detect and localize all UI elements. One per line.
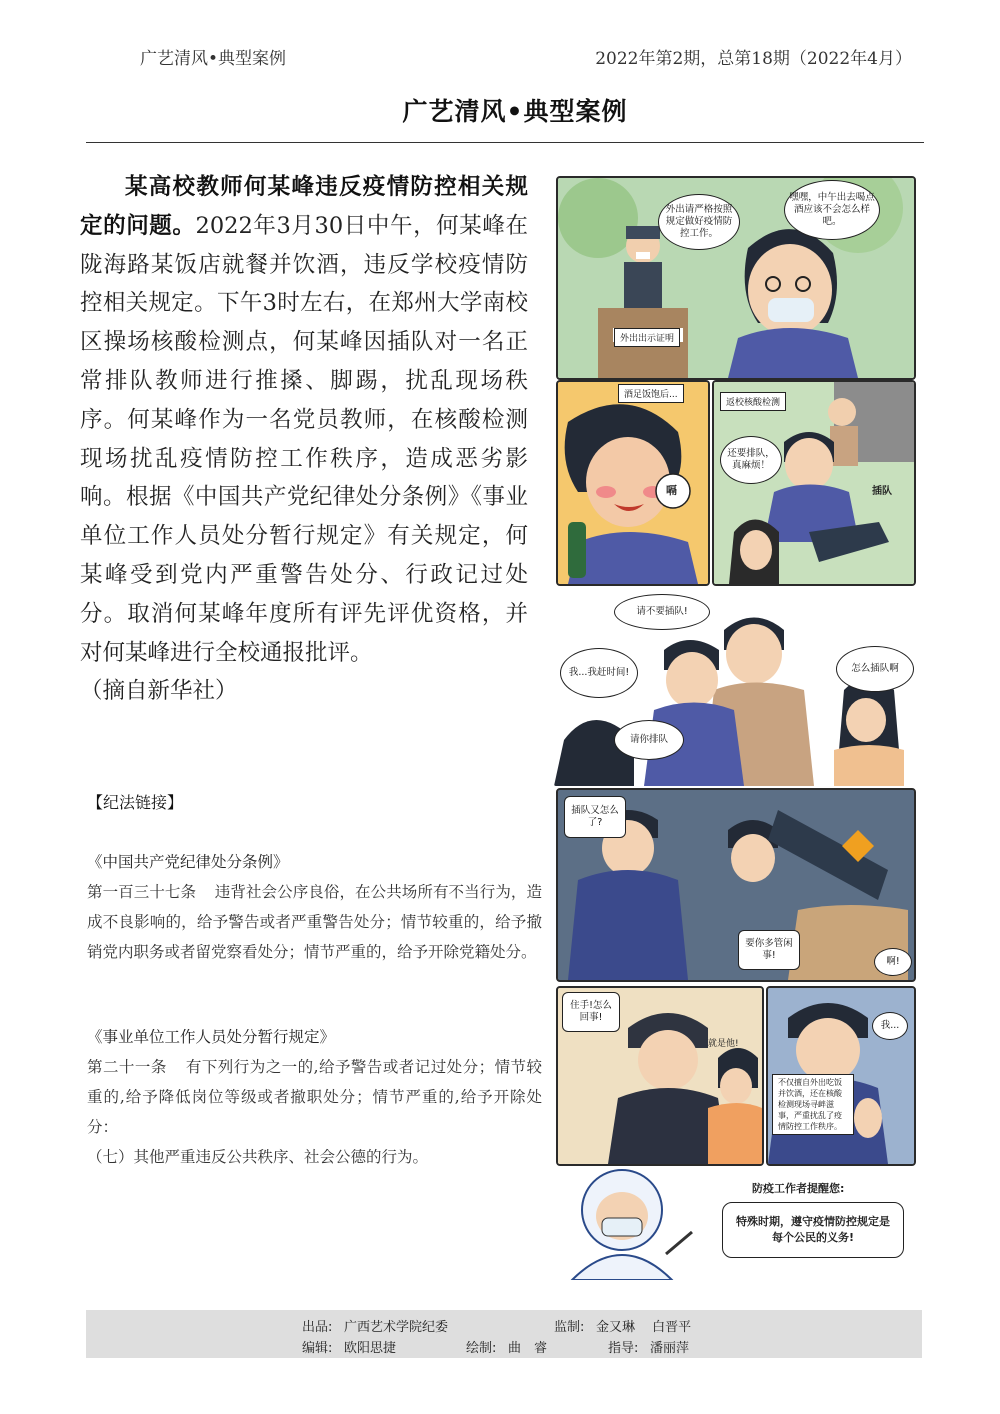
law-link-heading: 【纪法链接】 — [87, 793, 184, 812]
law-title-2: 《事业单位工作人员处分暂行规定》 — [87, 1028, 336, 1046]
reminder-title: 防疫工作者提醒您: — [752, 1182, 845, 1195]
editor-label: 编辑: — [302, 1341, 333, 1356]
panel-2-caption: 酒足饭饱后... — [618, 384, 684, 403]
panel-7-man-bubble: 我... — [872, 1012, 908, 1040]
title-rule — [86, 142, 924, 143]
article-source: （摘自新华社） — [80, 678, 238, 705]
panel-1-sign: 外出出示证明 — [614, 328, 680, 347]
comic-panel-2 — [556, 380, 710, 586]
panel-3-sign: 返校核酸检测 — [720, 392, 786, 411]
supervise-label: 监制: — [554, 1320, 585, 1335]
panel-4-bubble-bottom: 请你排队 — [614, 720, 684, 760]
drawing-label: 绘制: — [466, 1341, 497, 1356]
comic-strip — [552, 170, 920, 1280]
case-article — [80, 168, 528, 711]
health-worker-illustration — [562, 1166, 712, 1280]
panel-3-bubble: 还要排队，真麻烦！ — [720, 436, 782, 484]
panel-5-bubble-right: 啊! — [874, 948, 912, 976]
produced-value: 广西艺术学院纪委 — [344, 1320, 449, 1335]
law-article-2-extra: （七）其他严重违反公共秩序、社会公德的行为。 — [87, 1148, 429, 1166]
law-article-1 — [87, 877, 542, 967]
law-article-2 — [87, 1052, 542, 1142]
credits-footer — [86, 1310, 922, 1358]
comic-panel-1 — [556, 176, 916, 380]
article-paragraph — [80, 168, 528, 672]
panel-5-bubble-mid: 要你多管闲事! — [738, 930, 800, 970]
reminder-text: 特殊时期，遵守疫情防控规定是每个公民的义务! — [736, 1215, 890, 1244]
panel-2-illustration — [558, 382, 708, 584]
comic-panel-3 — [712, 380, 916, 586]
panel-4-bubble-top: 请不要插队! — [614, 594, 710, 630]
panel-6-guard-bubble: 住手!怎么回事! — [562, 992, 620, 1032]
law-article-number: 第一百三十七条 — [87, 883, 197, 901]
panel-4-bubble-left: 我...我赶时间! — [560, 648, 638, 698]
panel-2-sfx: 嗝 — [666, 484, 677, 497]
guide-value: 潘丽萍 — [650, 1341, 690, 1356]
page-title: 广艺清风•典型案例 — [402, 97, 628, 126]
panel-7-caption: 不仅擅自外出吃饭并饮酒，还在核酸检测现场寻衅滋事，严重扰乱了疫情防控工作秩序。 — [772, 1074, 854, 1135]
drawing-value: 曲 睿 — [508, 1341, 548, 1356]
panel-1-notice-bubble: 外出请严格按照规定做好疫情防控工作。 — [658, 194, 740, 250]
reminder-section — [552, 1166, 916, 1280]
panel-6-woman-bubble: 就是他! — [708, 1039, 739, 1049]
panel-4-bubble-right: 怎么插队啊 — [836, 646, 914, 692]
panel-1-thought-bubble: 嘿嘿，中午出去喝点酒应该不会怎么样吧。 — [784, 180, 880, 240]
law-article-number: 第二十一条 — [87, 1058, 167, 1076]
panel-3-sfx: 插队 — [872, 486, 892, 497]
reminder-box — [722, 1202, 904, 1258]
editor-value: 欧阳思捷 — [344, 1341, 397, 1356]
header-right: 2022年第2期，总第18期（2022年4月） — [595, 49, 912, 69]
supervise-value: 金又琳 白晋平 — [596, 1320, 692, 1335]
panel-5-bubble-left: 插队又怎么了? — [564, 796, 626, 838]
law-title-1: 《中国共产党纪律处分条例》 — [87, 853, 289, 871]
law-article-text: 违背社会公序良俗，在公共场所有不当行为，造成不良影响的，给予警告或者严重警告处分；情节较重的，给予撤销党内职务或者留党察看处分；情节严重的，给予开除党籍处分。 — [87, 883, 542, 961]
comic-panel-5 — [556, 788, 916, 982]
comic-panel-6 — [556, 986, 764, 1166]
comic-panel-4 — [552, 588, 920, 788]
header-left: 广艺清风•典型案例 — [140, 49, 287, 69]
article-lead: 某高校教师何某峰违反疫情防控相关规定的问题。 — [80, 174, 528, 239]
law-section-2 — [87, 1022, 542, 1172]
law-article-text: 有下列行为之一的,给予警告或者记过处分；情节较重的,给予降低岗位等级或者撤职处分；情节严重的,给予开除处分： — [87, 1058, 542, 1136]
article-body: 2022年3月30日中午，何某峰在陇海路某饭店就餐并饮酒，违反学校疫情防控相关规定。下午3时左右，在郑州大学南校区操场核酸检测点，何某峰因插队对一名正常排队教师进行推搡、脚踢，扰乱现场秩序。何某峰作为一名党员教师，在核酸检测现场扰乱疫情防控工作秩序，造成恶劣影响。根据《中国共产党纪律处分条例》《事业单位工作人员处分暂行规定》有关规定，何某峰受到党内严重警告处分、行政记过处分。取消何某峰年度所有评先评优资格，并对何某峰进行全校通报批评。 — [80, 212, 528, 666]
law-section-1 — [87, 847, 542, 967]
produced-label: 出品: — [302, 1320, 333, 1335]
guide-label: 指导: — [608, 1341, 639, 1356]
comic-panel-7 — [766, 986, 916, 1166]
